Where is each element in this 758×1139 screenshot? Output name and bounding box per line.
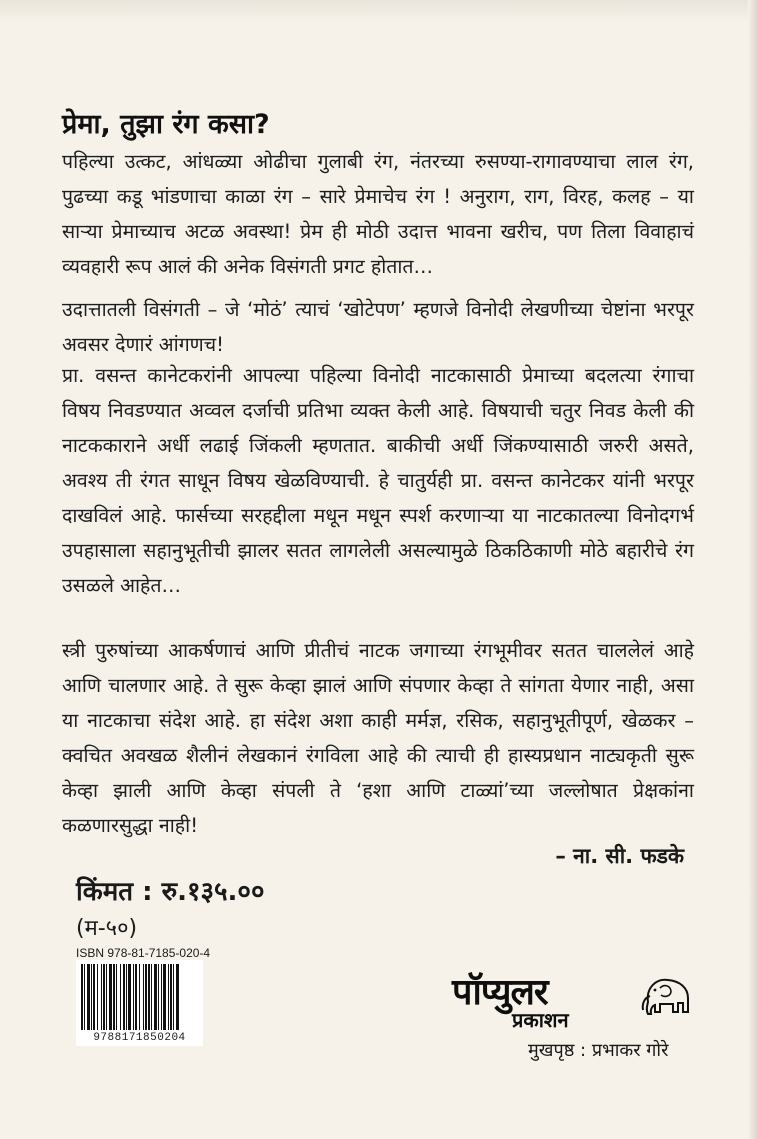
- barcode-bar: [103, 964, 105, 1030]
- barcode-bar: [148, 964, 150, 1030]
- barcode-bar: [158, 964, 159, 1030]
- barcode-bar: [128, 964, 131, 1030]
- barcode-bar: [123, 964, 125, 1030]
- elephant-icon: [640, 972, 694, 1018]
- barcode-bar: [154, 964, 157, 1030]
- page-edge-right: [748, 0, 758, 1139]
- isbn-text: ISBN 978-81-7185-020-4: [76, 946, 211, 960]
- barcode-bar: [120, 964, 121, 1030]
- barcode-bar: [84, 964, 85, 1030]
- barcode-bar: [139, 964, 140, 1030]
- price-label: किंमत : रु.१३५.००: [76, 877, 265, 907]
- blurb-paragraph-1: पहिल्या उत्कट, आंधळ्या ओढीचा गुलाबी रंग, नंतरच्या रुसण्या-रागावण्याचा लाल रंग, पुढच्या कडू भांडणाचा काळा रंग – सारे प्रेमाचेच रंग ! अनुराग, राग, विरह, कलह – या साऱ्या प्रेमाच्याच अटळ अवस्था! प्रेम ही मोठी उदात्त भावना खरीच, पण तिला विवाहाचं व्यवहारी रूप आलं की अनेक विसंगती प्रगट होतात…: [62, 150, 694, 278]
- barcode-bar: [170, 964, 172, 1030]
- barcode-bar: [135, 964, 137, 1030]
- barcode-bar: [93, 964, 95, 1030]
- barcode-bar: [87, 964, 90, 1030]
- publisher-sub: प्रकाशन: [512, 1008, 569, 1032]
- blurb-paragraph-4: स्त्री पुरुषांच्या आकर्षणाचं आणि प्रीतीचं नाटक जगाच्या रंगभूमीवर सतत चाललेलं आहे आणि चालणार आहे. ते सुरू केव्हा झालं आणि संपणार केव्हा ते सांगता येणार नाही, असा या नाटकाचा संदेश आहे. हा संदेश अशा काही मर्मज्ञ, रसिक, सहानुभूतीपूर्ण, खेळकर – क्वचित अवखळ शैलीनं लेखकानं रंगविला आहे की त्याची ही हास्यप्रधान नाट्यकृती सुरू केव्हा झाली आणि केव्हा संपली ते ‘हशा आणि टाळ्यां’च्या जल्लोषात प्रेक्षकांना कळणारसुद्धा नाही!: [62, 639, 694, 837]
- publisher-logo: [452, 966, 702, 1036]
- blurb-title: प्रेमा, तुझा रंग कसा?: [62, 109, 270, 140]
- barcode-bar: [145, 964, 147, 1030]
- blurb-paragraph-3: प्रा. वसन्त कानेटकरांनी आपल्या पहिल्या विनोदी नाटकासाठी प्रेमाच्या बदलत्या रंगाचा विषय निवडण्यात अव्वल दर्जाची प्रतिभा व्यक्त केली आहे. विषयाची चतुर निवड केली की नाटककाराने अर्धी लढाई जिंकली म्हणतात. बाकीची अर्धी जिंकण्यासाठी जरुरी असते, अवश्य ती रंगत साधून विषय खेळविण्याची. हे चातुर्यही प्रा. वसन्त कानेटकर यांनी भरपूर दाखविलं आहे. फार्सच्या सरहद्दीला मधून मधून स्पर्श करणाऱ्या या नाटकातल्या विनोदगर्भ उपहासाला सहानुभूतीची झालर सतत लागलेली असल्यामुळे ठिकठिकाणी मोठे बहारीचे रंग उसळले आहेत…: [62, 364, 694, 597]
- barcode-bar: [173, 964, 174, 1030]
- barcode-bar: [109, 964, 112, 1030]
- barcode-bar: [161, 964, 162, 1030]
- barcode-bar: [143, 964, 144, 1030]
- review-signature: – ना. सी. फडके: [555, 844, 684, 868]
- barcode-bar: [151, 964, 152, 1030]
- barcode: [76, 960, 203, 1046]
- barcode-bar: [101, 964, 102, 1030]
- barcode-bar: [116, 964, 117, 1030]
- page-edge-top: [0, 0, 758, 22]
- barcode-bar: [97, 964, 98, 1030]
- publisher-name: पॉप्युलर: [452, 972, 548, 1013]
- blurb-paragraph-2: उदात्तातली विसंगती – जे ‘मोठं’ त्याचं ‘खोटेपण’ म्हणजे विनोदी लेखणीच्या चेष्टांना भरपूर अवसर देणारं आंगणच!: [62, 298, 694, 356]
- barcode-bars: [79, 964, 200, 1030]
- barcode-bar: [113, 964, 115, 1030]
- catalog-code: (म-५०): [76, 916, 138, 941]
- barcode-bar: [176, 964, 179, 1030]
- barcode-digits: 9788171850204: [93, 1032, 186, 1044]
- barcode-bar: [126, 964, 127, 1030]
- barcode-bar: [106, 964, 107, 1030]
- barcode-bar: [163, 964, 166, 1030]
- cover-credit: मुखपृष्ठ : प्रभाकर गोरे: [528, 1040, 669, 1061]
- barcode-bar: [81, 964, 83, 1030]
- barcode-bar: [91, 964, 92, 1030]
- barcode-bar: [133, 964, 134, 1030]
- barcode-bar: [168, 964, 169, 1030]
